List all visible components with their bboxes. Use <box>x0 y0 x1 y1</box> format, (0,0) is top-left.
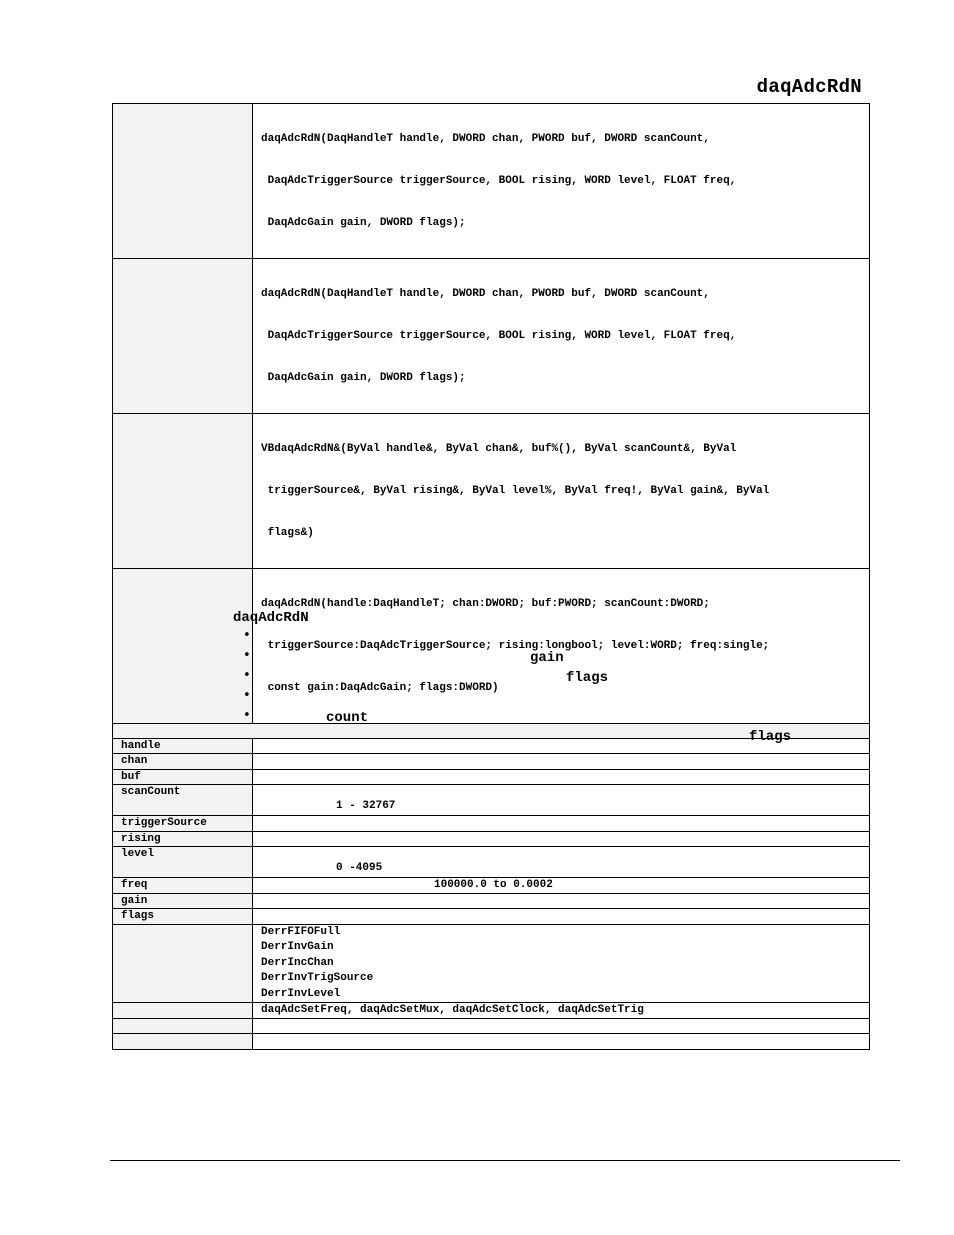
param-row-buf <box>113 770 870 785</box>
see-also-list: daqAdcSetFreq, daqAdcSetMux, daqAdcSetClock, daqAdcSetTrig <box>253 1003 870 1019</box>
declaration-label-cell <box>113 569 253 724</box>
param-name: rising <box>113 832 253 847</box>
extra-label-cell <box>113 1034 253 1050</box>
page-title: daqAdcRdN <box>756 76 862 98</box>
extra-cell <box>253 1034 870 1050</box>
declaration-row-vb <box>113 414 870 569</box>
see-also-row <box>113 1003 870 1019</box>
notes-keyword-flags: flags <box>566 670 609 686</box>
error-code: DerrIncChan <box>261 956 334 969</box>
declaration-row-cpp <box>113 259 870 414</box>
returns-row <box>113 925 870 1003</box>
program-references-row <box>113 1019 870 1034</box>
declaration-row-pascal <box>113 569 870 724</box>
param-row-flags <box>113 909 870 925</box>
param-description <box>253 878 870 894</box>
param-description <box>253 816 870 832</box>
param-valid-range: 100000.0 to 0.0002 <box>434 879 553 891</box>
bullet-marker: • <box>243 648 251 663</box>
param-row-freq <box>113 878 870 894</box>
param-name: freq <box>113 878 253 894</box>
param-description <box>253 894 870 909</box>
declaration-label-cell <box>113 104 253 259</box>
param-name: gain <box>113 894 253 909</box>
declaration-label-cell <box>113 259 253 414</box>
notes-keyword-count: count <box>326 710 369 726</box>
error-code: DerrInvLevel <box>261 987 341 1000</box>
param-row-triggersource <box>113 816 870 832</box>
param-description <box>253 754 870 770</box>
declaration-label-cell <box>113 414 253 569</box>
param-name: chan <box>113 754 253 770</box>
param-description <box>253 847 870 878</box>
declaration-row-c <box>113 104 870 259</box>
param-row-rising <box>113 832 870 847</box>
bullet-marker: • <box>243 688 251 703</box>
param-row-gain <box>113 894 870 909</box>
param-description <box>253 770 870 785</box>
param-name: scanCount <box>113 785 253 816</box>
declaration-cpp: daqAdcRdN(DaqHandleT handle, DWORD chan, PWORD buf, DWORD scanCount, DaqAdcTriggerSource triggerSource, BOOL rising, WORD level, FLOAT freq, DaqAdcGain gain, DWORD flags); <box>253 259 870 414</box>
param-description <box>253 785 870 816</box>
see-also-label-cell <box>113 1003 253 1019</box>
param-name: level <box>113 847 253 878</box>
footer-rule <box>110 1160 900 1161</box>
error-list <box>253 925 870 1003</box>
param-name: flags <box>113 909 253 925</box>
param-row-scancount <box>113 785 870 816</box>
function-reference-table <box>112 103 870 1050</box>
param-description <box>253 909 870 925</box>
param-name: triggerSource <box>113 816 253 832</box>
param-description <box>253 832 870 847</box>
declaration-vb: VBdaqAdcRdN&(ByVal handle&, ByVal chan&, buf%(), ByVal scanCount&, ByVal triggerSource&, ByVal rising&, ByVal level%, ByVal freq!, ByVal gain&, ByVal flags&) <box>253 414 870 569</box>
param-valid-range: 0 -4095 <box>336 862 383 874</box>
notes-keyword-flags: flags <box>749 729 792 745</box>
notes-keyword-gain: gain <box>530 650 564 666</box>
param-name: buf <box>113 770 253 785</box>
declaration-pascal: daqAdcRdN(handle:DaqHandleT; chan:DWORD; buf:PWORD; scanCount:DWORD; triggerSource:DaqAdcTriggerSource; rising:longbool; level:WORD; freq:single; const gain:DaqAdcGain; flags:DWORD) <box>253 569 870 724</box>
returns-label-cell <box>113 925 253 1003</box>
program-references-cell <box>253 1019 870 1034</box>
bullet-marker: • <box>243 708 251 723</box>
error-code: DerrFIFOFull <box>261 926 341 938</box>
error-code: DerrInvTrigSource <box>261 972 374 985</box>
param-row-chan <box>113 754 870 770</box>
extra-row <box>113 1034 870 1050</box>
notes-heading: daqAdcRdN <box>233 610 309 626</box>
bullet-marker: • <box>243 668 251 683</box>
param-name: handle <box>113 739 253 754</box>
bullet-marker: • <box>243 628 251 643</box>
error-code: DerrInvGain <box>261 941 334 954</box>
param-valid-range: 1 - 32767 <box>336 800 396 812</box>
program-references-label-cell <box>113 1019 253 1034</box>
declaration-c: daqAdcRdN(DaqHandleT handle, DWORD chan, PWORD buf, DWORD scanCount, DaqAdcTriggerSource triggerSource, BOOL rising, WORD level, FLOAT freq, DaqAdcGain gain, DWORD flags); <box>253 104 870 259</box>
param-row-level <box>113 847 870 878</box>
